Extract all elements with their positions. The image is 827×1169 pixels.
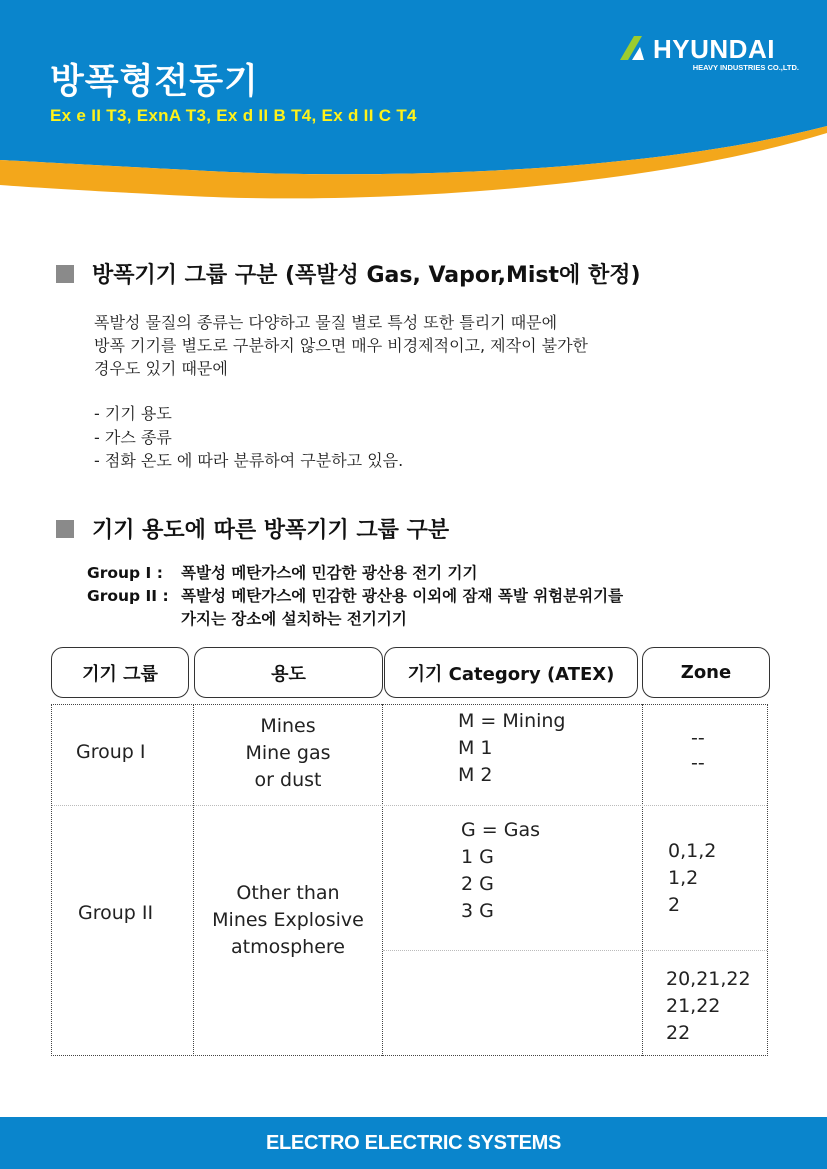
page-title: 방폭형전동기 <box>50 62 259 102</box>
paragraph-line: 경우도 있기 때문에 <box>94 359 228 378</box>
table-divider <box>382 704 383 1056</box>
cell-line: 2 G <box>461 873 494 895</box>
group1-label: Group I : <box>87 564 163 582</box>
intro-paragraph <box>94 311 588 380</box>
criteria-list <box>94 402 403 473</box>
list-item: - 기기 용도 <box>94 404 172 423</box>
cell-line: 3 G <box>461 900 494 922</box>
cell-line: Mines <box>260 715 316 737</box>
cell-line: 21,22 <box>666 995 721 1017</box>
logo-subtext: HEAVY INDUSTRIES CO.,LTD. <box>692 63 799 72</box>
section-heading-usage <box>56 513 449 544</box>
cell-line: M 2 <box>458 764 493 786</box>
cell-line: G = Gas <box>461 819 540 841</box>
paragraph-line: 폭발성 물질의 종류는 다양하고 물질 별로 특성 또한 틀리기 때문에 <box>94 313 558 332</box>
cell-zone-gas <box>668 838 716 919</box>
cell-line: 1,2 <box>668 867 699 889</box>
square-bullet-icon <box>56 265 74 283</box>
cell-usage-2 <box>194 880 382 961</box>
cell-line: Other than <box>236 882 340 904</box>
group2-label: Group II : <box>87 587 169 605</box>
table-header-group: 기기 그룹 <box>51 647 189 698</box>
data-table <box>51 704 768 1056</box>
cell-category-2 <box>461 817 540 925</box>
group2-description: 폭발성 메탄가스에 민감한 광산용 이외에 잠재 폭발 위험분위기를 <box>181 587 624 605</box>
cell-line: 1 G <box>461 846 494 868</box>
page-subtitle: Ex e II T3, ExnA T3, Ex d II B T4, Ex d II C T4 <box>50 106 417 125</box>
square-bullet-icon <box>56 520 74 538</box>
group1-description: 폭발성 메탄가스에 민감한 광산용 전기 기기 <box>181 564 478 582</box>
cell-group-1: Group I <box>76 741 146 763</box>
table-header-usage: 용도 <box>194 647 383 698</box>
table-row-divider <box>383 950 767 951</box>
cell-category-1 <box>458 708 566 789</box>
paragraph-line: 방폭 기기를 별도로 구분하지 않으면 매우 비경제적이고, 제작이 불가한 <box>94 336 588 355</box>
cell-line: Mine gas <box>245 742 331 764</box>
cell-line: M = Mining <box>458 710 566 732</box>
cell-line: Mines Explosive <box>212 909 364 931</box>
cell-zone-dust <box>666 966 751 1047</box>
table-row-divider <box>52 805 767 806</box>
cell-line: or dust <box>254 769 322 791</box>
table-header-zone: Zone <box>642 647 770 698</box>
cell-line: 22 <box>666 1022 691 1044</box>
table-header-category: 기기 Category (ATEX) <box>384 647 638 698</box>
cell-zone-1 <box>691 726 705 776</box>
hyundai-logo <box>620 34 800 76</box>
cell-line: -- <box>691 727 705 749</box>
cell-line: 2 <box>668 894 681 916</box>
cell-line: atmosphere <box>231 936 345 958</box>
list-item: - 점화 온도 에 따라 분류하여 구분하고 있음. <box>94 451 404 470</box>
cell-line: M 1 <box>458 737 493 759</box>
list-item: - 가스 종류 <box>94 427 172 447</box>
group-definitions <box>87 562 623 631</box>
cell-line: -- <box>691 752 705 774</box>
cell-usage-1 <box>194 713 382 794</box>
group2-description-cont: 가지는 장소에 설치하는 전기기기 <box>181 610 407 628</box>
footer-bar <box>0 1117 827 1169</box>
hyundai-triangle-icon <box>620 36 650 60</box>
logo-text: HYUNDAI <box>653 34 775 64</box>
section-heading-text: 방폭기기 그룹 구분 (폭발성 Gas, Vapor,Mist에 한정) <box>92 263 641 288</box>
cell-line: 0,1,2 <box>668 840 717 862</box>
cell-line: 20,21,22 <box>666 968 751 990</box>
section-heading-groups <box>56 258 641 289</box>
section-heading-text: 기기 용도에 따른 방폭기기 그룹 구분 <box>92 518 450 543</box>
table-divider <box>642 704 643 1056</box>
cell-group-2: Group II <box>78 902 154 924</box>
footer-text: ELECTRO ELECTRIC SYSTEMS <box>265 1131 562 1154</box>
